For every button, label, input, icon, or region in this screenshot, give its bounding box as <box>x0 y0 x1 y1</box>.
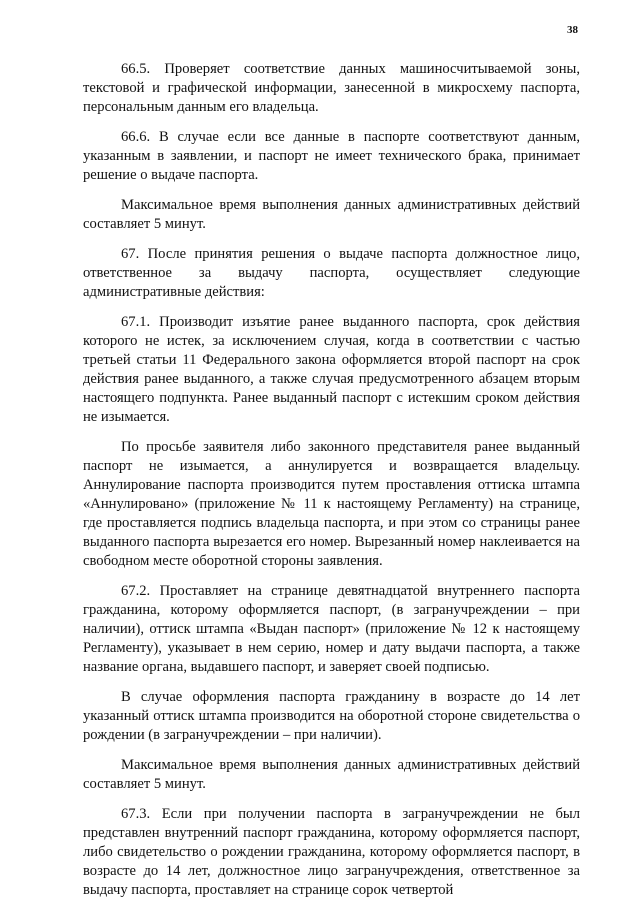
paragraph-max-time-1: Максимальное время выполнения данных административных действий составляет 5 минут. <box>83 197 580 232</box>
paragraph-67: 67. После принятия решения о выдаче паспорта должностное лицо, ответственное за выдачу паспорта, осуществляет следующие административные действия: <box>83 246 580 300</box>
paragraph-67-2: 67.2. Проставляет на странице девятнадцатой внутреннего паспорта гражданина, которому оформляется паспорт, (в загранучреждении – при наличии), оттиск штампа «Выдан паспорт» (приложение № 12 к настоящему Регламенту), указывает в нем серию, номер и дату выдачи паспорта, а также название органа, выдавшего паспорт, и заверяет своей подписью. <box>83 583 580 675</box>
paragraph-66-6: 66.6. В случае если все данные в паспорте соответствуют данным, указанным в заявлении, и паспорт не имеет технического брака, принимает решение о выдаче паспорта. <box>83 129 580 183</box>
paragraph-annulment: По просьбе заявителя либо законного представителя ранее выданный паспорт не изымается, а аннулируется и возвращается владельцу. Аннулирование паспорта производится путем проставления оттиска штампа «Аннулировано» (приложение № 11 к настоящему Регламенту) на странице, где проставляется подпись владельца паспорта, и при этом со страницы ранее выданного паспорта вырезается его номер. Вырезанный номер наклеивается на свободном месте оборотной стороны заявления. <box>83 439 580 569</box>
paragraph-67-3: 67.3. Если при получении паспорта в загранучреждении не был представлен внутренний паспорт гражданина, которому оформляется паспорт, либо свидетельство о рождении гражданина, которому оформляется паспорт, в возрасте до 14 лет, должностное лицо загранучреждения, ответственное за выдачу паспорта, проставляет на странице сорок четвертой <box>83 806 580 898</box>
page-number: 38 <box>567 24 578 36</box>
paragraph-66-5: 66.5. Проверяет соответствие данных машиносчитываемой зоны, текстовой и графической информации, занесенной в микросхему паспорта, персональным данным его владельца. <box>83 61 580 115</box>
document-body <box>83 60 580 911</box>
paragraph-max-time-2: Максимальное время выполнения данных административных действий составляет 5 минут. <box>83 757 580 792</box>
paragraph-67-1: 67.1. Производит изъятие ранее выданного паспорта, срок действия которого не истек, за исключением случая, когда в соответствии с частью третьей статьи 11 Федерального закона оформляется второй паспорт на срок действия ранее выданного, а также случая предусмотренного абзацем вторым настоящего подпункта. Ранее выданный паспорт с истекшим сроком действия не изымается. <box>83 314 580 425</box>
paragraph-under-14: В случае оформления паспорта гражданину в возрасте до 14 лет указанный оттиск штампа производится на оборотной стороне свидетельства о рождении (в загранучреждении – при наличии). <box>83 689 580 743</box>
